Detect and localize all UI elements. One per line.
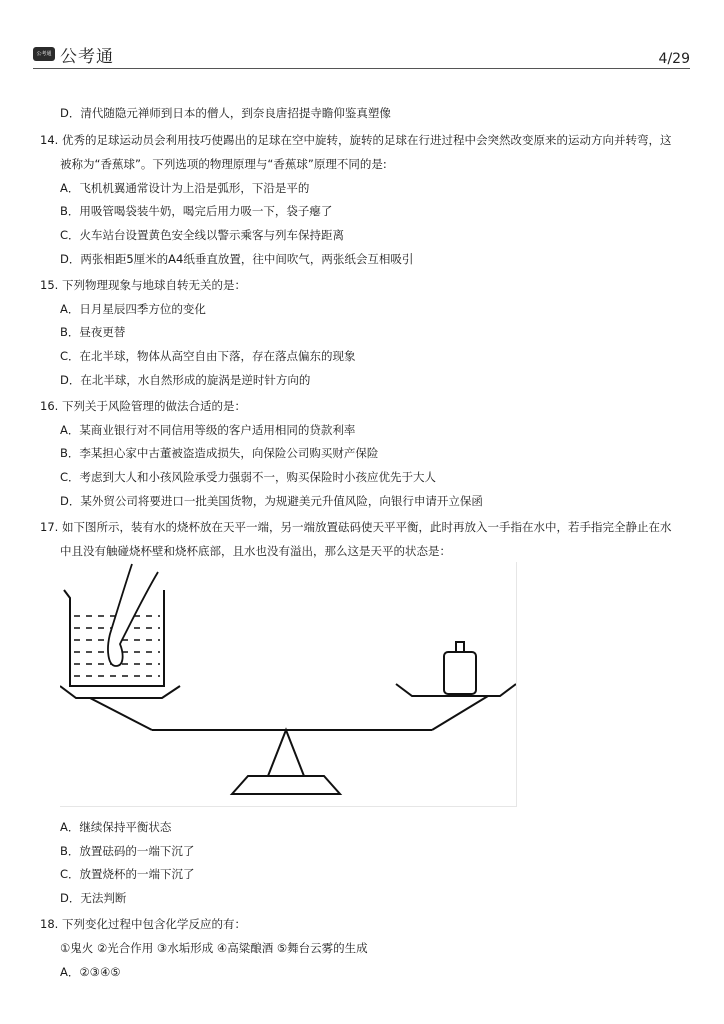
q17-option-c: C．放置烧杯的一端下沉了 [60,867,195,881]
q16-option-d: D．某外贸公司将要进口一批美国货物，为规避美元升值风险，向银行申请开立保函 [60,494,483,508]
q16-stem: 16. 下列关于风险管理的做法合适的是： [40,399,246,413]
q17-stem-line2: 中且没有触碰烧杯壁和烧杯底部，且水也没有溢出，那么这是天平的状态是： [60,544,451,558]
page-number: 4/29 [658,51,690,67]
q16-option-b: B．李某担心家中古董被盗造成损失，向保险公司购买财产保险 [60,446,379,460]
weight [444,642,476,694]
q15-option-b: B．昼夜更替 [60,325,126,339]
q14-stem-line1: 14. 优秀的足球运动员会利用技巧使踢出的足球在空中旋转，旋转的足球在行进过程中会突然改变原来的运动方向并转弯，这 [40,133,672,147]
q16-option-a: A．某商业银行对不同信用等级的客户适用相同的贷款利率 [60,423,356,437]
q17-option-b: B．放置砝码的一端下沉了 [60,844,195,858]
q15-option-a: A．日月星辰四季方位的变化 [60,302,206,316]
q18-stem: 18. 下列变化过程中包含化学反应的有： [40,917,246,931]
q13-option-d: D．清代随隐元禅师到日本的僧人，到奈良唐招提寺瞻仰鉴真塑像 [60,106,391,120]
q14-option-c: C．火车站台设置黄色安全线以警示乘客与列车保持距离 [60,228,345,242]
balance-base [232,776,340,794]
q15-option-c: C．在北半球，物体从高空自由下落，存在落点偏东的现象 [60,349,356,363]
q16-option-c: C．考虑到大人和小孩风险承受力强弱不一，购买保险时小孩应优先于大人 [60,470,437,484]
fulcrum [268,730,304,776]
balance-figure [60,562,517,807]
page-header [0,0,724,70]
balance-diagram [60,562,516,806]
q17-option-d: D．无法判断 [60,891,127,905]
header-divider [33,68,690,69]
logo-text: 公考通 [60,47,114,67]
q18-items: ①鬼火 ②光合作用 ③水垢形成 ④高粱酿酒 ⑤舞台云雾的生成 [60,941,368,955]
left-pan [60,686,180,698]
logo-badge: 公考通 [33,47,55,61]
q14-option-b: B．用吸管喝袋装牛奶，喝完后用力吸一下，袋子瘪了 [60,204,333,218]
q15-stem: 15. 下列物理现象与地球自转无关的是： [40,278,246,292]
q14-option-a: A．飞机机翼通常设计为上沿是弧形，下沿是平的 [60,181,310,195]
finger [108,564,158,666]
q15-option-d: D．在北半球，水自然形成的旋涡是逆时针方向的 [60,373,311,387]
q17-option-a: A．继续保持平衡状态 [60,820,172,834]
q14-option-d: D．两张相距5厘米的A4纸垂直放置，往中间吹气，两张纸会互相吸引 [60,252,414,266]
q17-stem-line1: 17. 如下图所示，装有水的烧杯放在天平一端，另一端放置砝码使天平平衡，此时再放入一手指在水中，若手指完全静止在水 [40,520,672,534]
q14-stem-line2: 被称为“香蕉球”。下列选项的物理原理与“香蕉球”原理不同的是: [60,157,387,171]
q18-option-a: A．②③④⑤ [60,965,121,979]
